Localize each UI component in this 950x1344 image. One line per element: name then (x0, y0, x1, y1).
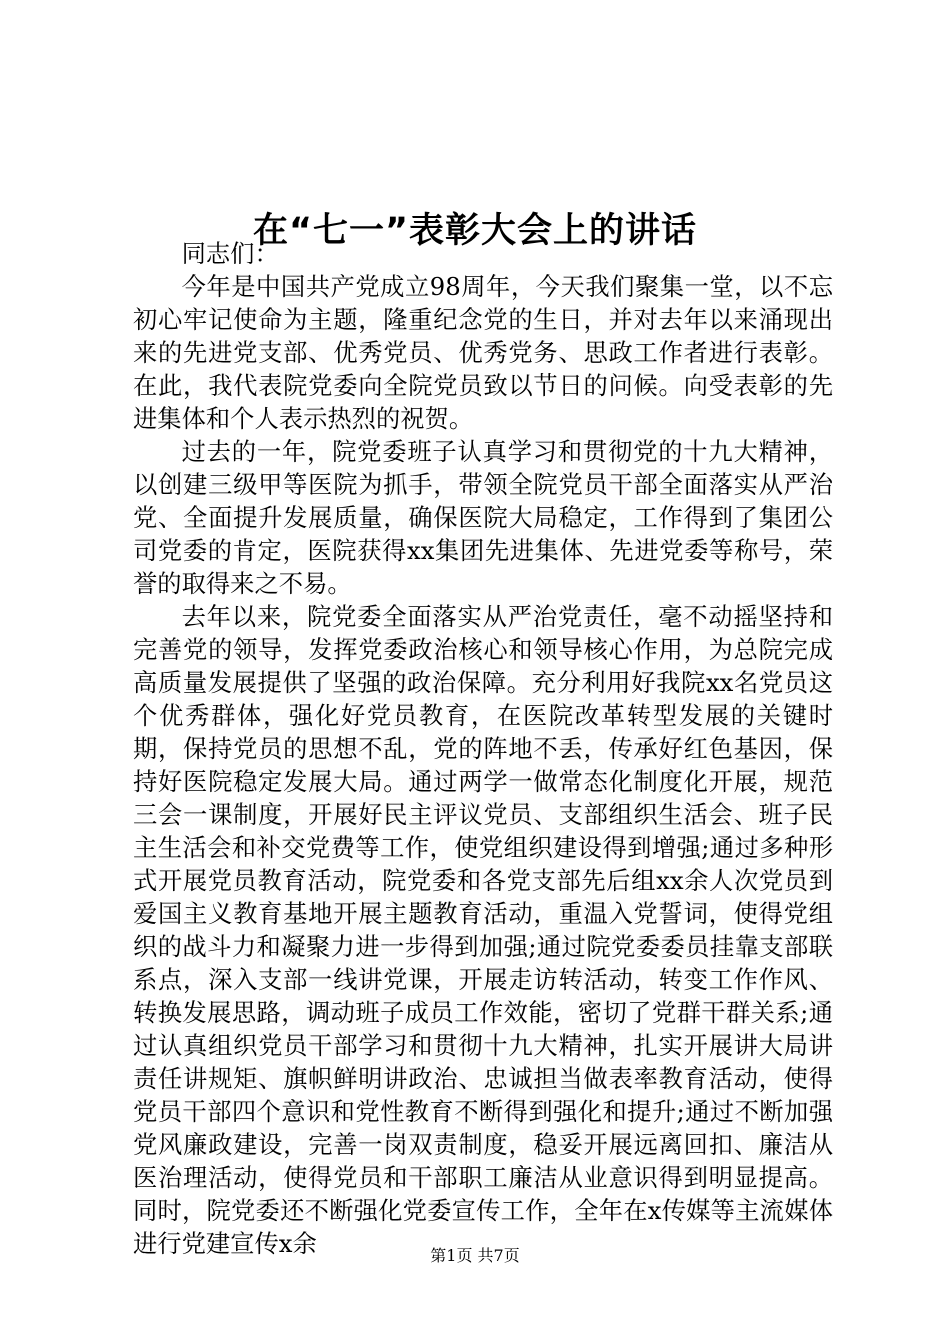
paragraph-1: 今年是中国共产党成立98周年，今天我们聚集一堂，以不忘初心牢记使命为主题，隆重纪念党的生日，并对去年以来涌现出来的先进党支部、优秀党员、优秀党务、思政工作者进行表彰。在此，我代表院党委向全院党员致以节日的问候。向受表彰的先进集体和个人表示热烈的祝贺。 (133, 272, 833, 433)
document-title: 在“七一”表彰大会上的讲话 (252, 211, 697, 252)
paragraph-2: 过去的一年，院党委班子认真学习和贯彻党的十九大精神，以创建三级甲等医院为抓手，带领全院党员干部全面落实从严治党、全面提升发展质量，确保医院大局稳定，工作得到了集团公司党委的肯定，医院获得xx集团先进集体、先进党委等称号，荣誉的取得来之不易。 (133, 437, 833, 598)
page-number-footer: 第1页 共7页 (430, 1246, 520, 1265)
paragraph-3: 去年以来，院党委全面落实从严治党责任，毫不动摇坚持和完善党的领导，发挥党委政治核心和领导核心作用，为总院完成高质量发展提供了坚强的政治保障。充分利用好我院xx名党员这个优秀群体，强化好党员教育，在医院改革转型发展的关键时期，保持党员的思想不乱，党的阵地不丢，传承好红色基因，保持好医院稳定发展大局。通过两学一做常态化制度化开展，规范三会一课制度，开展好民主评议党员、支部组织生活会、班子民主生活会和补交党费等工作，使党组织建设得到增强;通过多种形式开展党员教育活动，院党委和各党支部先后组xx余人次党员到爱国主义教育基地开展主题教育活动，重温入党誓词，使得党组织的战斗力和凝聚力进一步得到加强;通过院党委委员挂靠支部联系点，深入支部一线讲党课，开展走访转活动，转变工作作风、转换发展思路，调动班子成员工作效能，密切了党群干群关系;通过认真组织党员干部学习和贯彻十九大精神，扎实开展讲大局讲责任讲规矩、旗帜鲜明讲政治、忠诚担当做表率教育活动，使得党员干部四个意识和党性教育不断得到强化和提升;通过不断加强党风廉政建设，完善一岗双责制度，稳妥开展远离回扣、廉洁从医治理活动，使得党员和干部职工廉洁从业意识得到明显提高。同时，院党委还不断强化党委宣传工作，全年在x传媒等主流媒体进行党建宣传x余 (133, 602, 833, 1258)
greeting: 同志们： (181, 239, 279, 268)
document-body (133, 237, 833, 1260)
